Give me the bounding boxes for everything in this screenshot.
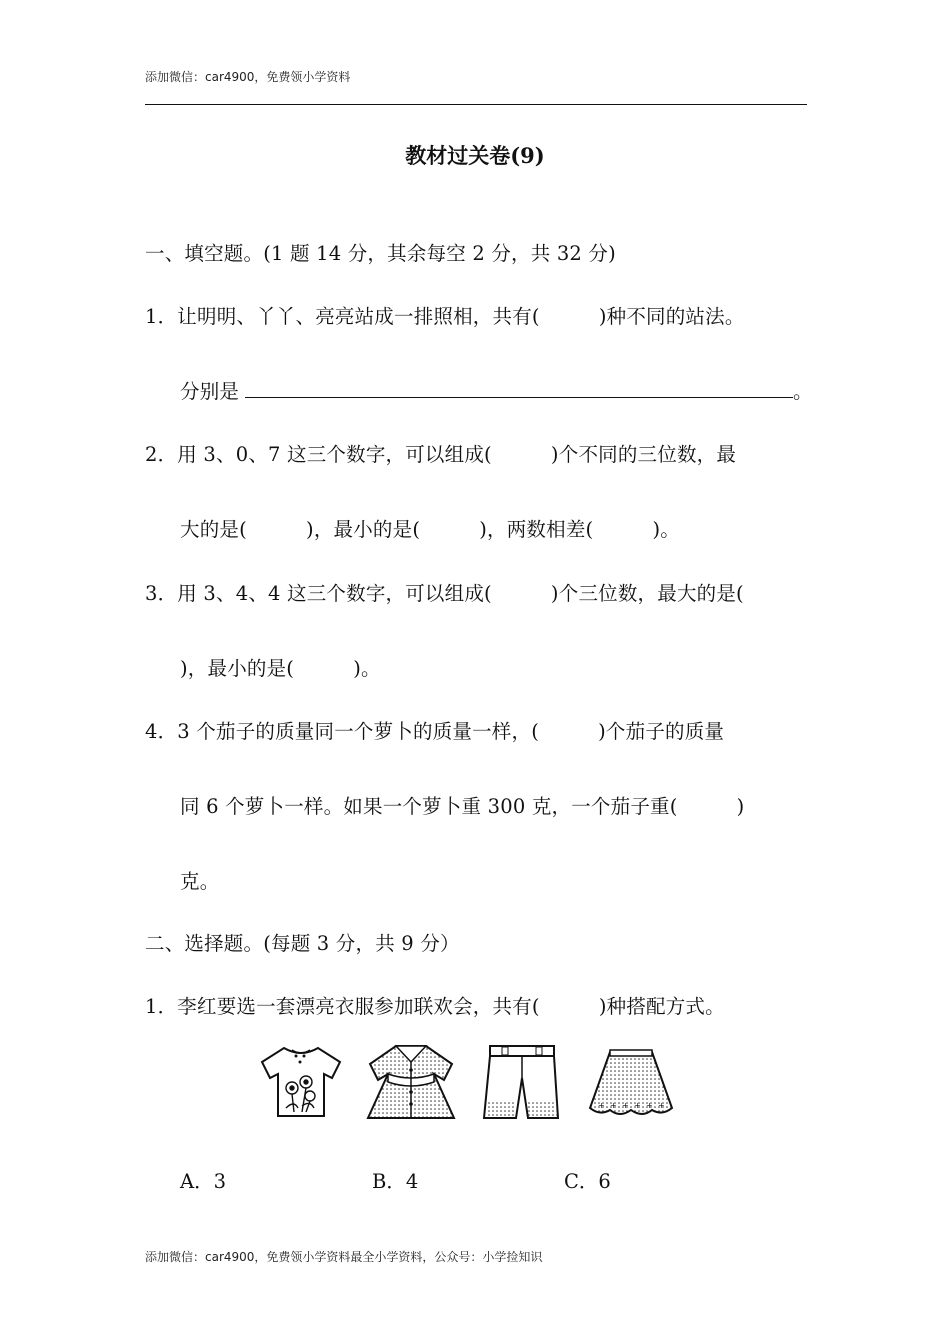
svg-text:+: +	[658, 1101, 665, 1110]
question-4-line-2: 同 6 个萝卜一样。如果一个萝卜重 300 克，一个茄子重( )	[180, 795, 745, 818]
svg-text:+: +	[622, 1101, 629, 1110]
question-3-line-2: )，最小的是( )。	[180, 657, 381, 680]
answer-blank-line	[245, 397, 793, 398]
footer-note: 添加微信：car4900，免费领小学资料最全小学资料，公众号：小学捡知识	[145, 1250, 543, 1264]
svg-text:+: +	[598, 1101, 605, 1110]
question-4-line-1: 4．3 个茄子的质量同一个萝卜的质量一样，( )个茄子的质量	[145, 720, 725, 743]
clothes-illustration	[0, 1040, 950, 1130]
question-2-line-2: 大的是( )，最小的是( )，两数相差( )。	[180, 518, 680, 541]
option-b[interactable]: B．4	[372, 1170, 419, 1193]
header-rule	[145, 104, 807, 105]
question-1-answer-label: 分别是	[180, 380, 240, 403]
header-note: 添加微信：car4900，免费领小学资料	[145, 70, 351, 84]
question-3-line-1: 3．用 3、4、4 这三个数字，可以组成( )个三位数，最大的是(	[145, 582, 744, 605]
dress-icon	[362, 1040, 460, 1122]
answer-period: 。	[793, 380, 813, 403]
option-a[interactable]: A．3	[180, 1170, 226, 1193]
section-2-heading: 二、选择题。(每题 3 分，共 9 分）	[145, 932, 460, 955]
pants-icon	[480, 1042, 564, 1122]
question-4-line-3: 克。	[180, 870, 220, 893]
svg-text:+: +	[634, 1101, 641, 1110]
svg-text:+: +	[610, 1101, 617, 1110]
option-c[interactable]: C．6	[564, 1170, 611, 1193]
question-2-line-1: 2．用 3、0、7 这三个数字，可以组成( )个不同的三位数，最	[145, 443, 737, 466]
choice-question-1: 1．李红要选一套漂亮衣服参加联欢会，共有( )种搭配方式。	[145, 995, 725, 1018]
svg-text:+: +	[646, 1101, 653, 1110]
page-title: 教材过关卷(9)	[405, 143, 545, 168]
t-shirt-icon	[258, 1042, 344, 1120]
section-1-heading: 一、填空题。(1 题 14 分，其余每空 2 分，共 32 分)	[145, 242, 616, 265]
skirt-icon	[586, 1046, 676, 1120]
question-1-line: 1．让明明、丫丫、亮亮站成一排照相，共有( )种不同的站法。	[145, 305, 745, 328]
